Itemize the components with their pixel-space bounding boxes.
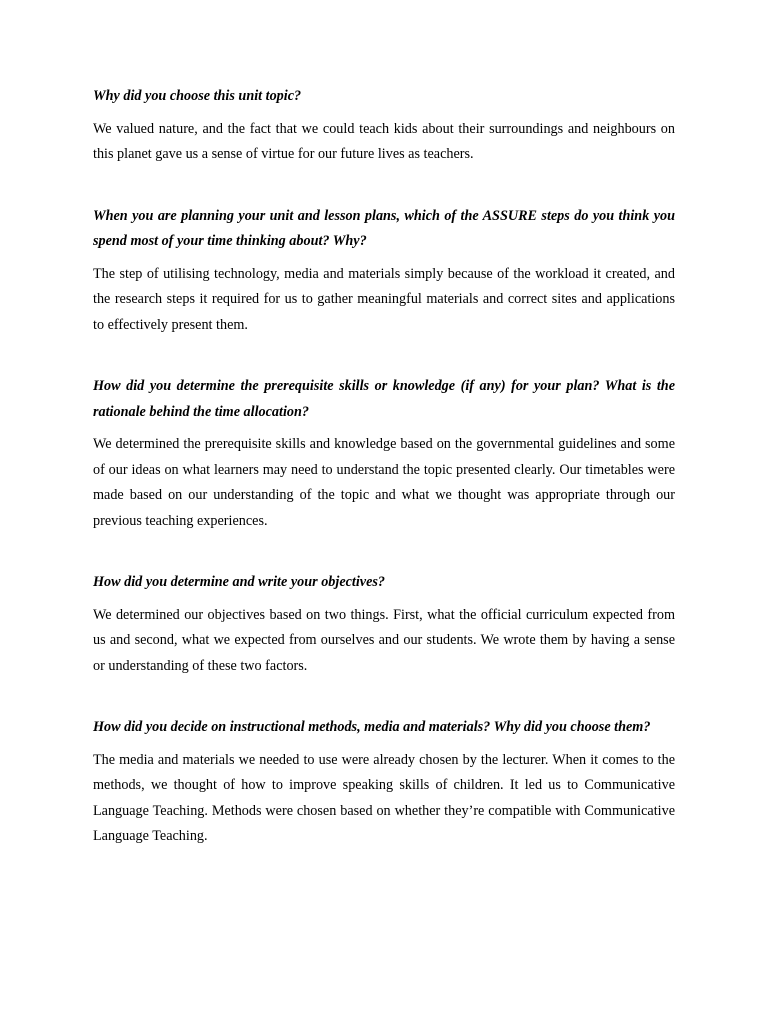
- qa-section-prerequisites: [93, 374, 675, 534]
- question-heading: How did you determine the prerequisite skills or knowledge (if any) for your plan? What is the rationale behind the time allocation?: [93, 378, 675, 420]
- question-heading: How did you determine and write your objectives?: [93, 574, 386, 590]
- answer-paragraph: We determined our objectives based on two things. First, what the official curriculum expected from us and second, what we expected from ourselves and our students. We wrote them by having a sense or understanding of these two factors.: [93, 606, 675, 674]
- question-heading: How did you decide on instructional methods, media and materials? Why did you choose them?: [93, 719, 651, 735]
- answer-paragraph: The media and materials we needed to use were already chosen by the lecturer. When it comes to the methods, we thought of how to improve speaking skills of children. It led us to Communicative Language Teaching. Methods were chosen based on whether they’re compatible with Communicative Language Teaching.: [93, 751, 675, 844]
- answer-paragraph: The step of utilising technology, media and materials simply because of the workload it created, and the research steps it required for us to gather meaningful materials and correct sites and applications to effectively present them.: [93, 265, 675, 333]
- qa-section-methods: [93, 715, 675, 850]
- document-page: [93, 84, 675, 886]
- answer-paragraph: We valued nature, and the fact that we could teach kids about their surroundings and neighbours on this planet gave us a sense of virtue for our future lives as teachers.: [93, 120, 675, 162]
- qa-section-assure-steps: [93, 204, 675, 339]
- answer-paragraph: We determined the prerequisite skills and knowledge based on the governmental guidelines and some of our ideas on what learners may need to understand the topic presented clearly. Our timetables were made based on our understanding of the topic and what we thought was appropriate through our previous teaching experiences.: [93, 436, 675, 529]
- question-heading: Why did you choose this unit topic?: [93, 88, 302, 104]
- question-heading: When you are planning your unit and lesson plans, which of the ASSURE steps do you think you spend most of your time thinking about? Why?: [93, 207, 675, 249]
- qa-section-objectives: [93, 570, 675, 679]
- qa-section-topic: [93, 84, 675, 168]
